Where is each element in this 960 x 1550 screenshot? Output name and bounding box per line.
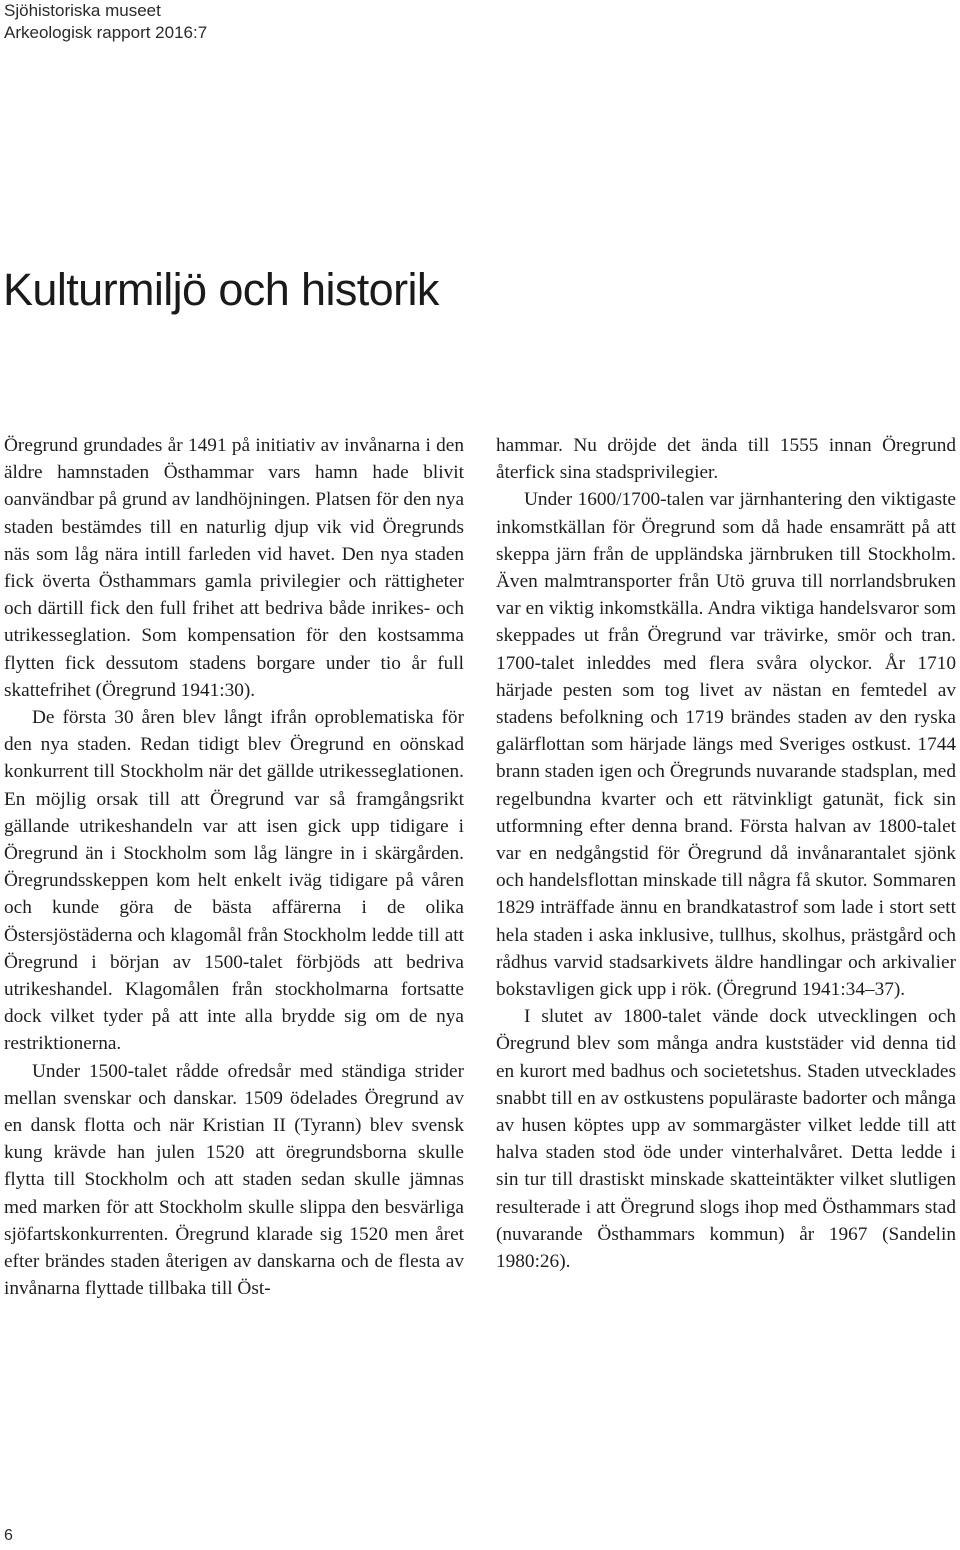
header-publisher: Sjöhistoriska museet [4, 1, 161, 20]
paragraph: Under 1600/1700-talen var järnhantering den viktigaste inkomstkällan för Öregrund som då hade ensamrätt på att skeppa järn från de uppländska järnbruken till Stockholm. Även malmtransporter från Utö gruva till norrlandsbruken var en viktig inkomstkälla. Andra viktiga handelsvaror som skeppades ut från Öregrund var trävirke, smör och tran. 1700-talet inleddes med flera svåra olyckor. År 1710 härjade pesten som tog livet av nästan en femtedel av stadens befolkning och 1719 brändes staden av den ryska galärflottan som härjade längs med Sveriges ostkust. 1744 brann staden igen och Öregrunds nuvarande stadsplan, med regelbundna kvarter och ett rätvinkligt gatunät, fick sin utformning efter denna brand. Första halvan av 1800-talet var en nedgångstid för Öregrund då invånarantalet sjönk och handelsflottan minskade till några få skutor. Sommaren 1829 inträffade ännu en brandkatastrof som lade i stort sett hela staden i aska inklusive, tullhus, skolhus, prästgård och rådhus varvid stadsarkivets äldre handlingar och arkivalier bokstavligen gick upp i rök. (Öregrund 1941:34–37). [496, 489, 956, 1001]
running-header [4, 0, 207, 44]
right-column [496, 432, 956, 1275]
page-title: Kulturmiljö och historik [3, 264, 439, 315]
left-column [4, 432, 464, 1303]
header-report-id: Arkeologisk rapport 2016:7 [4, 23, 208, 42]
paragraph: I slutet av 1800-talet vände dock utvecklingen och Öregrund blev som många andra kuststäder vid denna tid en kurort med badhus och societetshus. Staden utvecklades snabbt till en av ostkustens populäraste badorter och många av husen köptes upp av sommargäster vilket ledde till att halva staden stod öde under vinterhalvåret. Detta ledde i sin tur till drastiskt minskade skatteintäkter vilket slutligen resulterade i att Öregrund slogs ihop med Östhammars stad (nuvarande Östhammars kommun) år 1967 (Sandelin 1980:26). [496, 1006, 956, 1273]
paragraph: Öregrund grundades år 1491 på initiativ av invånarna i den äldre hamnstaden Östhammar vars hamn hade blivit oanvändbar på grund av landhöjningen. Platsen för den nya staden bestämdes till en naturlig djup vik vid Öregrunds näs som låg nära intill farleden vid havet. Den nya staden fick överta Östhammars gamla privilegier och rättigheter och därtill fick den full frihet att bedriva både inrikes- och utrikesseglation. Som kompensation för den kostsamma flytten fick dessutom stadens borgare under tio år full skattefrihet (Öregrund 1941:30). [4, 435, 464, 701]
paragraph: hammar. Nu dröjde det ända till 1555 innan Öregrund återfick sina stadsprivilegier. [496, 435, 956, 484]
paragraph: Under 1500-talet rådde ofredsår med ständiga strider mellan svenskar och danskar. 1509 ödelades Öregrund av en dansk flotta och när Kristian II (Tyrann) blev svensk kung krävde han julen 1520 att öregrundsborna skulle flytta till Stockholm och att staden sedan skulle jämnas med marken för att Stockholm skulle slippa den besvärliga sjöfartskonkurrenten. Öregrund klarade sig 1520 men året efter brändes staden återigen av danskarna och de flesta av invånarna flyttade tillbaka till Öst- [4, 1060, 464, 1300]
page-number: 6 [4, 1527, 13, 1544]
paragraph: De första 30 åren blev långt ifrån oproblematiska för den nya staden. Redan tidigt blev Öregrund en oönskad konkurrent till Stockholm när det gällde utrikesseglationen. En möjlig orsak till att Öregrund var så framgångsrikt gällande utrikeshandeln var att isen gick upp tidigare i Öregrund än i Stockholm som låg längre in i skärgården. Öregrundsskeppen kom helt enkelt iväg tidigare på våren och kunde göra de bästa affärerna i de olika Östersjöstäderna och klagomål från Stockholm ledde till att Öregrund i början av 1500-talet förbjöds att bedriva utrikeshandel. Klagomålen från stockholmarna fortsatte dock vilket tyder på att inte alla brydde sig om de nya restriktionerna. [4, 707, 464, 1055]
